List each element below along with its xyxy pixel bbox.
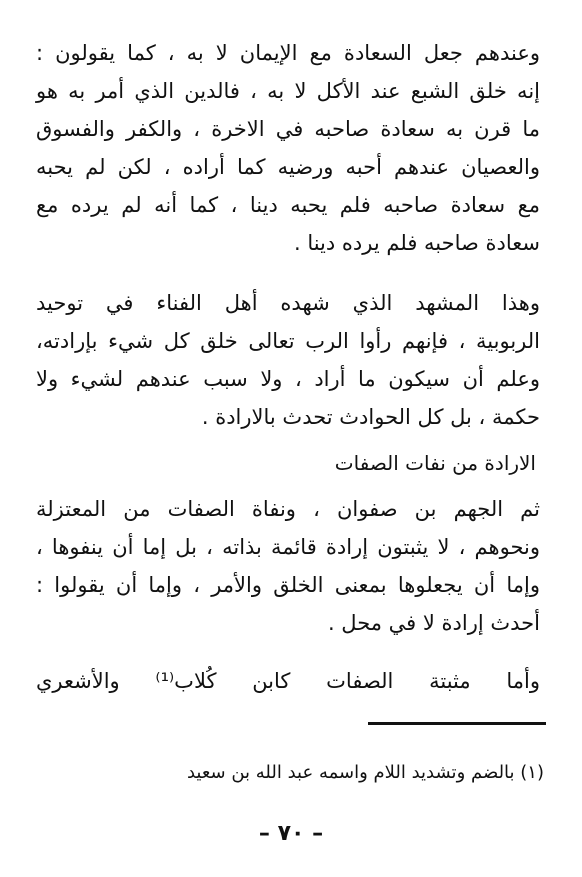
paragraph-1 xyxy=(36,34,540,262)
text-line: والعصيان عندهم أحبه ورضيه كما أراده ، لكن لم يحبه xyxy=(36,155,540,179)
text-line: وعلم أن سيكون ما أراد ، ولا سبب عندهم لشيء ولا xyxy=(36,367,540,391)
page-number: – ٧٠ – xyxy=(258,821,324,846)
paragraph-3 xyxy=(36,490,540,642)
text-line: سعادة صاحبه فلم يرده دينا . xyxy=(293,231,540,255)
paragraph-4 xyxy=(36,662,540,700)
text-line: ونحوهم ، لا يثبتون إرادة قائمة بذاته ، بل إما أن ينفوها ، xyxy=(36,535,540,559)
text-line: ما قرن به سعادة صاحبه في الاخرة ، والكفر والفسوق xyxy=(36,117,540,141)
text-line: إنه خلق الشبع عند الأكل لا به ، فالدين الذي أمر به هو xyxy=(36,79,540,103)
paragraph-2 xyxy=(36,284,540,436)
text-line: وأما مثبتة الصفات كابن كُلاب⁽¹⁾ والأشعري xyxy=(36,669,540,693)
text-line: ثم الجهم بن صفوان ، ونفاة الصفات من المعتزلة xyxy=(36,497,540,521)
footnote: (١) بالضم وتشديد اللام واسمه عبد الله بن سعيد xyxy=(186,762,544,783)
text-line: وإما أن يجعلوها بمعنى الخلق والأمر ، وإما أن يقولوا : xyxy=(36,573,540,597)
text-line: وعندهم جعل السعادة مع الإيمان لا به ، كما يقولون : xyxy=(36,41,540,65)
text-line: أحدث إرادة لا في محل . xyxy=(327,611,540,635)
text-line: مع سعادة صاحبه فلم يحبه دينا ، كما أنه لم يرده مع xyxy=(36,193,540,217)
footnote-divider xyxy=(368,722,546,725)
section-heading: الارادة من نفات الصفات xyxy=(334,451,536,475)
text-line: الربوبية ، فإنهم رأوا الرب تعالى خلق كل شيء بإرادته، xyxy=(36,329,540,353)
text-line: وهذا المشهد الذي شهده أهل الفناء في توحيد xyxy=(36,291,540,315)
text-line: حكمة ، بل كل الحوادث تحدث بالارادة . xyxy=(201,405,540,429)
